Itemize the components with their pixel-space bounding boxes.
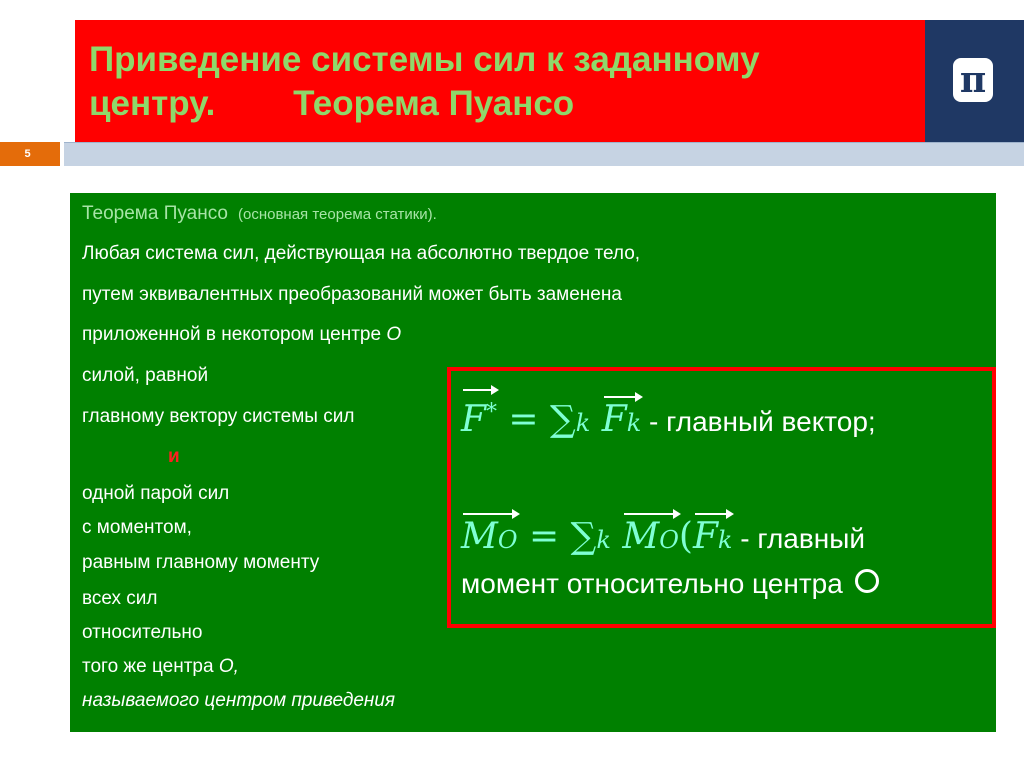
logo-panel: [925, 20, 1024, 142]
moment-fn-subscript: O: [659, 526, 679, 554]
vector-arrow: [461, 511, 518, 560]
sum-symbol: ∑: [570, 516, 597, 557]
m-o-symbol: M: [461, 516, 498, 557]
theorem-line-10: всех сил: [82, 588, 158, 609]
theorem-line-8: с моментом,: [82, 517, 192, 538]
moment-fn-symbol: M: [622, 516, 660, 557]
theorem-line-4: силой, равной: [82, 365, 209, 386]
theorem-line-2: путем эквивалентных преобразований может быть заменена: [82, 284, 622, 305]
theorem-line-12-text: того же центра: [82, 656, 219, 677]
open-paren: (: [678, 516, 693, 557]
theorem-line-12: [82, 656, 239, 678]
equals-sign: =: [517, 516, 571, 557]
title-banner: [75, 20, 925, 142]
equals-sign: =: [496, 399, 551, 440]
theorem-heading: [82, 203, 437, 226]
theorem-line-1: Любая система сил, действующая на абсолютно твердое тело,: [82, 243, 641, 264]
m-o-subscript: O: [497, 526, 518, 554]
sum-index: k: [596, 526, 611, 554]
theorem-line-11: относительно: [82, 622, 203, 643]
vector-arrow: [461, 387, 497, 440]
theorem-line-3: [82, 324, 401, 346]
vector-arrow: [622, 511, 679, 560]
slide-title-line-2: центру. Теорема Пуансо: [89, 84, 575, 123]
vector-arrow: [602, 394, 642, 443]
center-symbol: O: [386, 324, 402, 345]
f-k-subscript: k: [626, 409, 642, 437]
theorem-line-7: одной парой сил: [82, 483, 230, 504]
header-divider-bar: [64, 142, 1024, 166]
theorem-line-13: называемого центром приведения: [82, 690, 396, 711]
f-k-symbol: F: [601, 399, 627, 440]
center-o-icon: [855, 569, 879, 593]
main-moment-description: - главный: [732, 523, 865, 554]
theorem-line-5: главному вектору системы сил: [82, 406, 355, 427]
f-k-arg-subscript: k: [717, 526, 733, 554]
slide-number: 5: [24, 148, 31, 160]
center-symbol-comma: O,: [218, 656, 239, 677]
theorem-heading-note: (основная теорема статики).: [238, 206, 437, 223]
theorem-line-9: равным главному моменту: [82, 552, 320, 573]
theorem-line-3-text: приложенной в некотором центре: [82, 324, 387, 345]
sum-index: k: [575, 409, 591, 437]
main-vector-description: - главный вектор;: [641, 406, 876, 437]
main-moment-description-line-2: [461, 567, 879, 601]
vector-arrow: [693, 511, 733, 560]
formula-box: [447, 367, 996, 628]
main-moment-formula: [461, 511, 865, 560]
theorem-connector-and: и: [168, 446, 180, 467]
moment-relative-text: момент относительно центра: [461, 568, 851, 599]
slide-title-line-1: Приведение системы сил к заданному: [89, 40, 760, 79]
pi-logo-icon: π: [953, 58, 993, 102]
main-vector-formula: [461, 387, 876, 443]
f-star-symbol: F: [461, 399, 486, 440]
sum-symbol: ∑: [550, 399, 576, 440]
theorem-heading-title: Теорема Пуансо: [82, 203, 228, 224]
star-superscript: *: [485, 400, 497, 425]
f-k-arg-symbol: F: [692, 516, 718, 557]
